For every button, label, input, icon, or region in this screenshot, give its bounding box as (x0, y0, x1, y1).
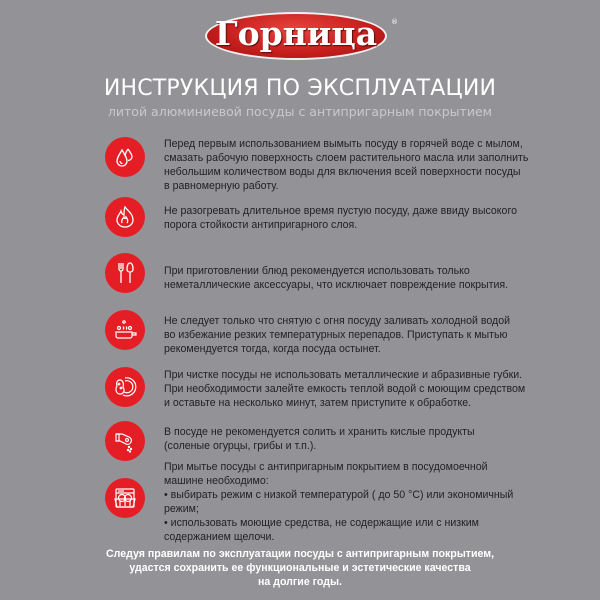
registered-mark: ® (391, 18, 398, 26)
fork-spoon-icon (105, 253, 145, 293)
page-title: ИНСТРУКЦИЯ ПО ЭКСПЛУАТАЦИИ (103, 76, 497, 101)
footer-note: Следуя правилам по эксплуатации посуды с антипригарным покрытием, удастся сохранить ее функциональные и эстетические качества на долгие годы. (105, 548, 495, 588)
brand-logo (205, 8, 398, 58)
instruction-text: При чистке посуды не использовать металлические и абразивные губки. При необходимости залейте емкость теплой водой с моющим средством и оставьте на несколько минут, затем приступите к обработке. (164, 369, 526, 409)
pan-water-icon (105, 310, 145, 350)
water-drops-icon (105, 137, 145, 177)
sponge-plate-icon (105, 367, 145, 407)
logo-text: Горница (214, 14, 378, 53)
instruction-text: Не разогревать длительное время пустую посуду, даже ввиду высокого порога стойкости антипригарного слоя. (164, 205, 517, 231)
instruction-text: При приготовлении блюд рекомендуется использовать только неметаллические аксессуары, что исключает повреждение покрытия. (164, 265, 509, 291)
flame-icon (105, 197, 145, 237)
instruction-text: При мытье посуды с антипригарным покрытием в посудомоечной машине необходимо: • выбирать режим с низкой температурой ( до 50 °С) или экономичный режим; • использовать моющие средства, не содержащие или с низким содержанием щелочи. (164, 461, 514, 543)
instruction-text: В посуде не рекомендуется солить и хранить кислые продукты (соленые огурцы, грибы и т.п.). (164, 426, 475, 452)
page-subtitle: литой алюминиевой посуды с антипригарным покрытием (107, 104, 493, 119)
instruction-text: Не следует только что снятую с огня посуду заливать холодной водой во избежание резких температурных перепадов. Приступать к мытью рекомендуется тогда, когда посуда остынет. (164, 315, 511, 355)
instruction-text: Перед первым использованием вымыть посуду в горячей воде с мылом, смазать рабочую поверхность слоем растительного масла или заполнить небольшим количеством воды для включения всей поверхности посуды в равномерную работу. (164, 138, 529, 192)
salt-hand-icon (105, 421, 145, 461)
dishwasher-icon (105, 478, 145, 518)
